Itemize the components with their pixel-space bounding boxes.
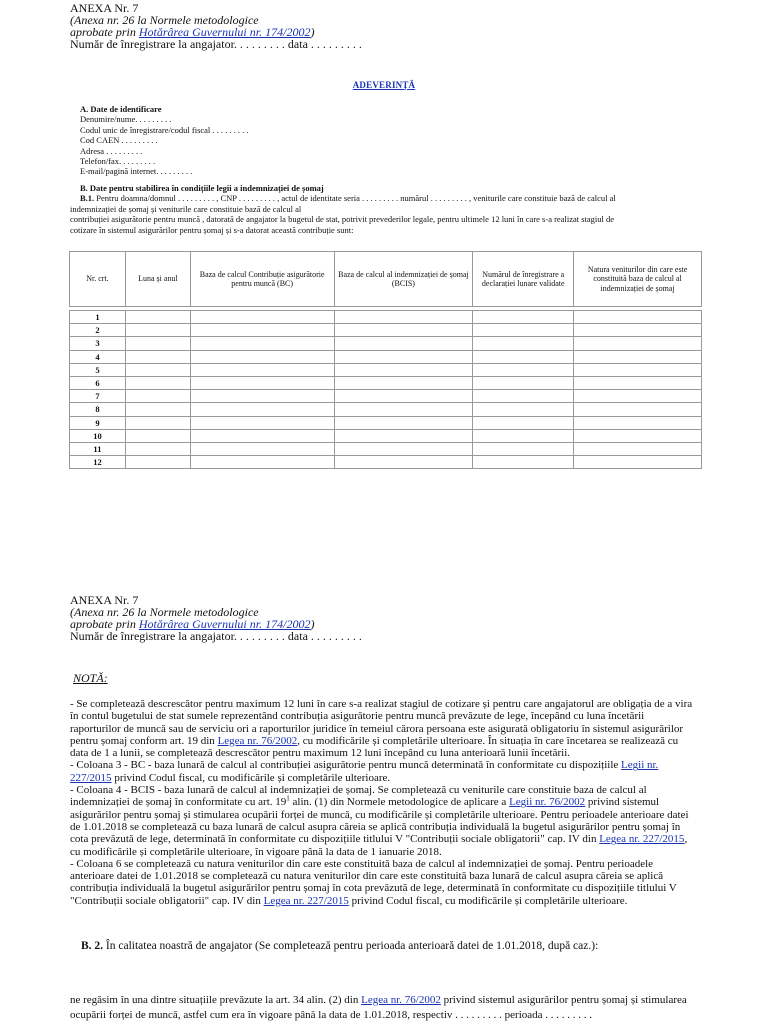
- row-number: 3: [70, 337, 126, 350]
- note-paragraph-1: - Se completează descrescător pentru maximum 12 luni în care s-a realizat stagiul de cotizare și pentru care angajatorul are obligația de a vira în contul bugetului de stat sumele reprezentând contribuția asigurătorie pentru muncă prevăzute de lege, începând cu luna încetării raporturilor de muncă sau de serviciu ori a raporturilor juridice în temeiul cărora persoana este asigurată obligatoriu în sistemul asigurărilor pentru șomaj conform art. 19 din Legea nr. 76/2002, cu modificările și completările ulterioare. În situația în care încetarea se realizează cu data de 1 a lunii, se completează descrescător pentru maximum 12 luni începând cu luna anterioară lunii încetării.: [70, 698, 693, 760]
- table-row: [70, 311, 702, 324]
- row-number: 6: [70, 376, 126, 389]
- table-cell: [190, 363, 334, 376]
- b1-line2: indemnizației de șomaj și veniturile care constituie bază de calcul al: [70, 203, 302, 214]
- section-b2-text: ne regăsim în una dintre situațiile prevăzute la art. 34 alin. (2) din Legea nr. 76/2002 privind sistemul asigurărilor pentru șomaj și stimularea ocupării forței de muncă, astfel cum era în vigoare până la data de 1.01.2018, respectiv . . . . . . . . . perioada . . . . . . . . .: [70, 994, 687, 1021]
- table-cell: [190, 311, 334, 324]
- annex-reference: (Anexa nr. 26 la Normele metodologice: [70, 13, 259, 27]
- col-natura-venituri: Natura veniturilor din care este constituită baza de calcul al indemnizației de șomaj: [574, 252, 702, 307]
- table-cell: [190, 376, 334, 389]
- col-nr-declaratie: Numărul de înregistrare a declarației lunare validate: [473, 252, 574, 307]
- table-row: [70, 442, 702, 455]
- table-cell: [125, 337, 190, 350]
- row-number: 12: [70, 456, 126, 469]
- section-a-heading: A. Date de identificare: [80, 104, 162, 114]
- table-cell: [334, 311, 473, 324]
- table-cell: [190, 337, 334, 350]
- table-row: [70, 456, 702, 469]
- row-number: 5: [70, 363, 126, 376]
- table-cell: [473, 456, 574, 469]
- table-cell: [574, 311, 702, 324]
- table-body: [70, 307, 702, 469]
- table-row: [70, 403, 702, 416]
- row-number: 2: [70, 324, 126, 337]
- table-cell: [473, 324, 574, 337]
- row-number: 4: [70, 350, 126, 363]
- table-cell: [125, 350, 190, 363]
- registration-line: Număr de înregistrare la angajator. . . . . . . . . data . . . . . . . . .: [70, 37, 362, 51]
- field-caen: Cod CAEN . . . . . . . . .: [80, 135, 158, 146]
- lege-76-2002-link[interactable]: Legii nr. 76/2002: [509, 796, 586, 809]
- annex-number: ANEXA Nr. 7: [70, 593, 139, 607]
- table-cell: [334, 390, 473, 403]
- table-cell: [334, 403, 473, 416]
- table-cell: [473, 429, 574, 442]
- section-b2: B. 2. În calitatea noastră de angajator (Se completează pentru perioada anterioară datei de 1.01.2018, după caz.):: [81, 940, 599, 952]
- table-cell: [574, 403, 702, 416]
- table-cell: [125, 390, 190, 403]
- row-number: 7: [70, 390, 126, 403]
- table-cell: [125, 442, 190, 455]
- field-telefon: Telefon/fax. . . . . . . . .: [80, 156, 156, 167]
- col-bcis: Baza de calcul al indemnizației de șomaj (BCIS): [334, 252, 473, 307]
- table-cell: [574, 416, 702, 429]
- table-cell: [574, 376, 702, 389]
- table-cell: [334, 442, 473, 455]
- b1-line1: B.1. Pentru doamna/domnul . . . . . . . . . , CNP . . . . . . . . . , actul de identitate seria . . . . . . . . . numărul . . . . . . . . . , veniturile care constituie bază de calcul al: [80, 193, 616, 204]
- hg-174-2002-link[interactable]: Hotărârea Guvernului nr. 174/2002: [138, 617, 311, 631]
- table-cell: [334, 350, 473, 363]
- annex-header-top: [70, 2, 362, 50]
- lege-227-2015-link[interactable]: Legii nr. 227/2015: [70, 759, 659, 784]
- table-row: [70, 350, 702, 363]
- annex-approval: aprobate prin Hotărârea Guvernului nr. 174/2002): [70, 617, 315, 631]
- hg-174-2002-link[interactable]: Hotărârea Guvernului nr. 174/2002: [138, 25, 311, 39]
- table-cell: [473, 442, 574, 455]
- table-row: [70, 376, 702, 389]
- table-cell: [574, 429, 702, 442]
- table-cell: [190, 429, 334, 442]
- table-cell: [125, 311, 190, 324]
- table-cell: [473, 363, 574, 376]
- lege-227-2015-link[interactable]: Legea nr. 227/2015: [599, 833, 685, 846]
- table-cell: [125, 324, 190, 337]
- row-number: 1: [70, 311, 126, 324]
- lege-76-2002-link[interactable]: Legea nr. 76/2002: [361, 994, 441, 1006]
- field-denumire: Denumire/nume. . . . . . . . .: [80, 114, 172, 125]
- b1-line4: cotizare în sistemul asigurărilor pentru șomaj și s-a datorat această contribuție sunt:: [70, 224, 354, 235]
- table-header-row: [70, 252, 702, 307]
- table-cell: [334, 363, 473, 376]
- registration-line: Număr de înregistrare la angajator. . . . . . . . . data . . . . . . . . .: [70, 629, 362, 643]
- col-luna-anul: Luna și anul: [125, 252, 190, 307]
- table-cell: [473, 311, 574, 324]
- table-cell: [190, 456, 334, 469]
- table-row: [70, 429, 702, 442]
- table-row: [70, 337, 702, 350]
- annex-approval: aprobate prin Hotărârea Guvernului nr. 174/2002): [70, 25, 315, 39]
- col-nr-crt: Nr. crt.: [70, 252, 126, 307]
- annex-header-repeat: [70, 594, 362, 642]
- table-cell: [334, 337, 473, 350]
- table-cell: [473, 350, 574, 363]
- field-email: E-mail/pagină internet. . . . . . . . .: [80, 166, 193, 177]
- table-cell: [125, 429, 190, 442]
- table-cell: [473, 337, 574, 350]
- table-cell: [125, 376, 190, 389]
- section-b: [70, 183, 700, 235]
- table-cell: [334, 376, 473, 389]
- table-row: [70, 416, 702, 429]
- table-cell: [190, 416, 334, 429]
- b1-line3: contribuției asigurătorie pentru muncă , datorată de angajator la bugetul de stat, potrivit prevederilor legale, pentru ultimele 12 luni în care s-a realizat stagiul de: [70, 214, 615, 225]
- field-adresa: Adresa . . . . . . . . .: [80, 145, 143, 156]
- table-row: [70, 363, 702, 376]
- table-row: [70, 390, 702, 403]
- note-paragraph-4: - Coloana 6 se completează cu natura veniturilor din care este constituită baza de calcul al indemnizației de șomaj. Pentru perioadele anterioare datei de 1.01.2018 se completează cu natura veniturilor din care este constituită baza lunară de calcul asupra căreia se aplică contribuția individuală la bugetul asigurărilor pentru șomaj în cota prevăzută de lege, determinată în conformitate cu dispozițiile titlului V "Contribuții sociale obligatorii" cap. IV din Legea nr. 227/2015 privind Codul fiscal, cu modificările și completările ulterioare.: [70, 857, 677, 907]
- table-cell: [190, 442, 334, 455]
- table-cell: [190, 350, 334, 363]
- table-cell: [190, 390, 334, 403]
- note-paragraph-2: - Coloana 3 - BC - baza lunară de calcul al contribuției asigurătorie pentru muncă determinată în conformitate cu dispozițiile Legii nr. 227/2015 privind Codul fiscal, cu modificările și completările ulterioare.: [70, 759, 659, 784]
- table-cell: [473, 416, 574, 429]
- table-cell: [334, 416, 473, 429]
- lege-76-2002-link[interactable]: Legea nr. 76/2002: [217, 734, 298, 747]
- row-number: 9: [70, 416, 126, 429]
- contributions-table: [69, 251, 702, 469]
- section-a: [80, 104, 249, 177]
- table-cell: [574, 442, 702, 455]
- annex-reference: (Anexa nr. 26 la Normele metodologice: [70, 605, 259, 619]
- document-title[interactable]: ADEVERINȚĂ: [352, 80, 416, 90]
- table-cell: [125, 403, 190, 416]
- table-cell: [473, 403, 574, 416]
- lege-227-2015-link[interactable]: Legea nr. 227/2015: [263, 894, 349, 907]
- table-cell: [334, 456, 473, 469]
- table-row: [70, 324, 702, 337]
- table-cell: [190, 403, 334, 416]
- table-cell: [125, 363, 190, 376]
- table-cell: [334, 324, 473, 337]
- table-cell: [574, 324, 702, 337]
- table-cell: [125, 456, 190, 469]
- col-bc: Baza de calcul Contribuție asigurătorie pentru muncă (BC): [190, 252, 334, 307]
- row-number: 11: [70, 442, 126, 455]
- note-paragraph-3: - Coloana 4 - BCIS - baza lunară de calcul al indemnizației de șomaj. Se completează cu veniturile care constituie baza de calcul al indemnizației de șomaj în conformitate cu art. $19^1$ alin. (1) din Normele metodologice de aplicare a Legii nr. 76/2002 privind sistemul asigurărilor pentru șomaj și stimularea ocupării forței de muncă, cu modificările și completările ulterioare. Pentru perioadele anterioare datei de 1.01.2018 se completează cu baza lunară de calcul asupra căreia se aplică contribuția individuală la bugetul asigurărilor pentru șomaj în cota prevăzută de lege, determinată în conformitate cu dispozițiile titlului V "Contribuții sociale obligatorii" cap. IV din Legea nr. 227/2015, cu modificările și completările ulterioare, în vigoare până la data de 1 ianuarie 2018.: [70, 784, 689, 858]
- table-cell: [574, 350, 702, 363]
- table-cell: [473, 390, 574, 403]
- table-cell: [574, 337, 702, 350]
- row-number: 10: [70, 429, 126, 442]
- annex-number: ANEXA Nr. 7: [70, 1, 139, 15]
- notes-body: [70, 698, 695, 907]
- row-number: 8: [70, 403, 126, 416]
- table-cell: [125, 416, 190, 429]
- table-cell: [574, 390, 702, 403]
- field-cui: Codul unic de înregistrare/codul fiscal . . . . . . . . .: [80, 124, 249, 135]
- table-cell: [574, 363, 702, 376]
- table-cell: [574, 456, 702, 469]
- table-cell: [190, 324, 334, 337]
- section-b-heading: B. Date pentru stabilirea în condițiile legii a indemnizației de șomaj: [80, 183, 324, 193]
- table-cell: [473, 376, 574, 389]
- table-cell: [334, 429, 473, 442]
- nota-heading: NOTĂ:: [73, 671, 108, 685]
